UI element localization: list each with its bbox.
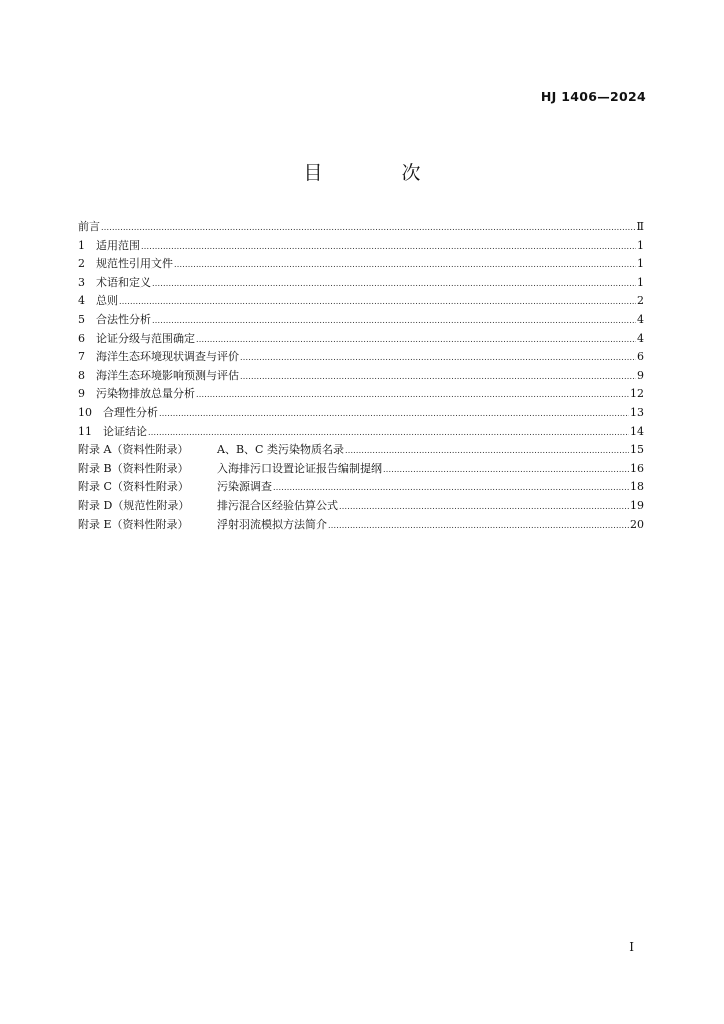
toc-entry-10[interactable]	[78, 404, 644, 423]
toc-leader-dots	[240, 348, 636, 368]
toc-entry-text: 排污混合区经验估算公式	[217, 498, 338, 512]
toc-entry-page: 13	[630, 405, 644, 419]
toc-entry-2[interactable]	[78, 255, 644, 274]
toc-entry-appendix-b[interactable]	[78, 460, 644, 479]
toc-entry-11[interactable]	[78, 423, 644, 442]
toc-entry-text: 术语和定义	[96, 275, 151, 289]
toc-entry-6[interactable]	[78, 330, 644, 349]
toc-leader-dots	[328, 516, 629, 536]
toc-leader-dots	[339, 497, 629, 517]
toc-entry-number: 3	[78, 275, 85, 289]
toc-entry-text: 污染物排放总量分析	[96, 387, 195, 401]
toc-entry-page: 15	[630, 443, 644, 457]
toc-entry-page: 9	[637, 368, 644, 382]
toc-entry-7[interactable]	[78, 348, 644, 367]
toc-leader-dots	[174, 255, 636, 275]
toc-entry-text: 入海排污口设置论证报告编制提纲	[217, 461, 382, 475]
toc-leader-dots	[101, 218, 636, 238]
toc-entry-foreword[interactable]	[78, 218, 644, 237]
page-number: I	[629, 940, 634, 954]
toc-entry-appendix-c[interactable]	[78, 478, 644, 497]
toc-leader-dots	[119, 292, 636, 312]
toc-leader-dots	[148, 423, 629, 443]
toc-entry-number: 8	[78, 368, 85, 382]
table-of-contents	[78, 218, 644, 534]
toc-entry-page: 1	[637, 257, 644, 271]
toc-entry-text: 浮射羽流模拟方法简介	[217, 517, 327, 531]
toc-entry-page: 4	[637, 331, 644, 345]
toc-leader-dots	[383, 460, 629, 480]
toc-entry-number: 4	[78, 294, 85, 308]
toc-entry-9[interactable]	[78, 385, 644, 404]
toc-appendix-label: 附录 E（资料性附录）	[78, 517, 189, 531]
toc-title: 目 次	[303, 162, 451, 184]
toc-leader-dots	[141, 237, 636, 257]
toc-entry-number: 6	[78, 331, 85, 345]
toc-leader-dots	[152, 274, 636, 294]
toc-leader-dots	[152, 311, 636, 331]
toc-entry-page: 20	[630, 517, 644, 531]
toc-entry-page: 1	[637, 238, 644, 252]
toc-entry-number: 2	[78, 257, 85, 271]
toc-entry-text: 海洋生态环境影响预测与评估	[96, 368, 239, 382]
toc-entry-text: A、B、C 类污染物质名录	[217, 443, 344, 457]
toc-entry-number: 9	[78, 387, 85, 401]
toc-appendix-label: 附录 D（规范性附录）	[78, 498, 190, 512]
toc-entry-number: 5	[78, 312, 85, 326]
toc-entry-page: 16	[630, 461, 644, 475]
toc-entry-page: Ⅱ	[636, 220, 644, 233]
toc-entry-text: 适用范围	[96, 238, 140, 252]
toc-leader-dots	[273, 478, 629, 498]
toc-entry-text: 前言	[78, 220, 100, 233]
toc-entry-text: 论证分级与范围确定	[96, 331, 195, 345]
toc-leader-dots	[196, 385, 629, 405]
toc-entry-text: 合理性分析	[103, 405, 158, 419]
toc-entry-5[interactable]	[78, 311, 644, 330]
toc-entry-appendix-d[interactable]	[78, 497, 644, 516]
toc-leader-dots	[345, 441, 629, 461]
toc-entry-text: 污染源调查	[217, 480, 272, 494]
toc-entry-text: 合法性分析	[96, 312, 151, 326]
toc-entry-4[interactable]	[78, 292, 644, 311]
toc-entry-1[interactable]	[78, 237, 644, 256]
toc-entry-3[interactable]	[78, 274, 644, 293]
toc-entry-text: 海洋生态环境现状调查与评价	[96, 350, 239, 364]
toc-entry-number: 7	[78, 350, 85, 364]
toc-entry-number: 10	[78, 405, 92, 419]
toc-leader-dots	[159, 404, 629, 424]
toc-entry-appendix-e[interactable]	[78, 516, 644, 535]
toc-appendix-label: 附录 C（资料性附录）	[78, 480, 189, 494]
toc-appendix-label: 附录 B（资料性附录）	[78, 461, 189, 475]
toc-entry-page: 18	[630, 480, 644, 494]
toc-entry-page: 12	[630, 387, 644, 401]
toc-entry-page: 2	[637, 294, 644, 308]
toc-entry-text: 规范性引用文件	[96, 257, 173, 271]
toc-entry-page: 14	[630, 424, 644, 438]
toc-entry-page: 6	[637, 350, 644, 364]
toc-entry-text: 论证结论	[103, 424, 147, 438]
document-code: HJ 1406—2024	[540, 89, 646, 104]
toc-entry-page: 4	[637, 312, 644, 326]
toc-appendix-label: 附录 A（资料性附录）	[78, 443, 189, 457]
toc-leader-dots	[240, 367, 636, 387]
toc-entry-number: 1	[78, 238, 85, 252]
toc-entry-text: 总则	[96, 294, 118, 308]
toc-leader-dots	[196, 330, 636, 350]
toc-entry-page: 19	[630, 498, 644, 512]
toc-entry-appendix-a[interactable]	[78, 441, 644, 460]
toc-entry-page: 1	[637, 275, 644, 289]
toc-entry-8[interactable]	[78, 367, 644, 386]
toc-entry-number: 11	[78, 424, 92, 438]
